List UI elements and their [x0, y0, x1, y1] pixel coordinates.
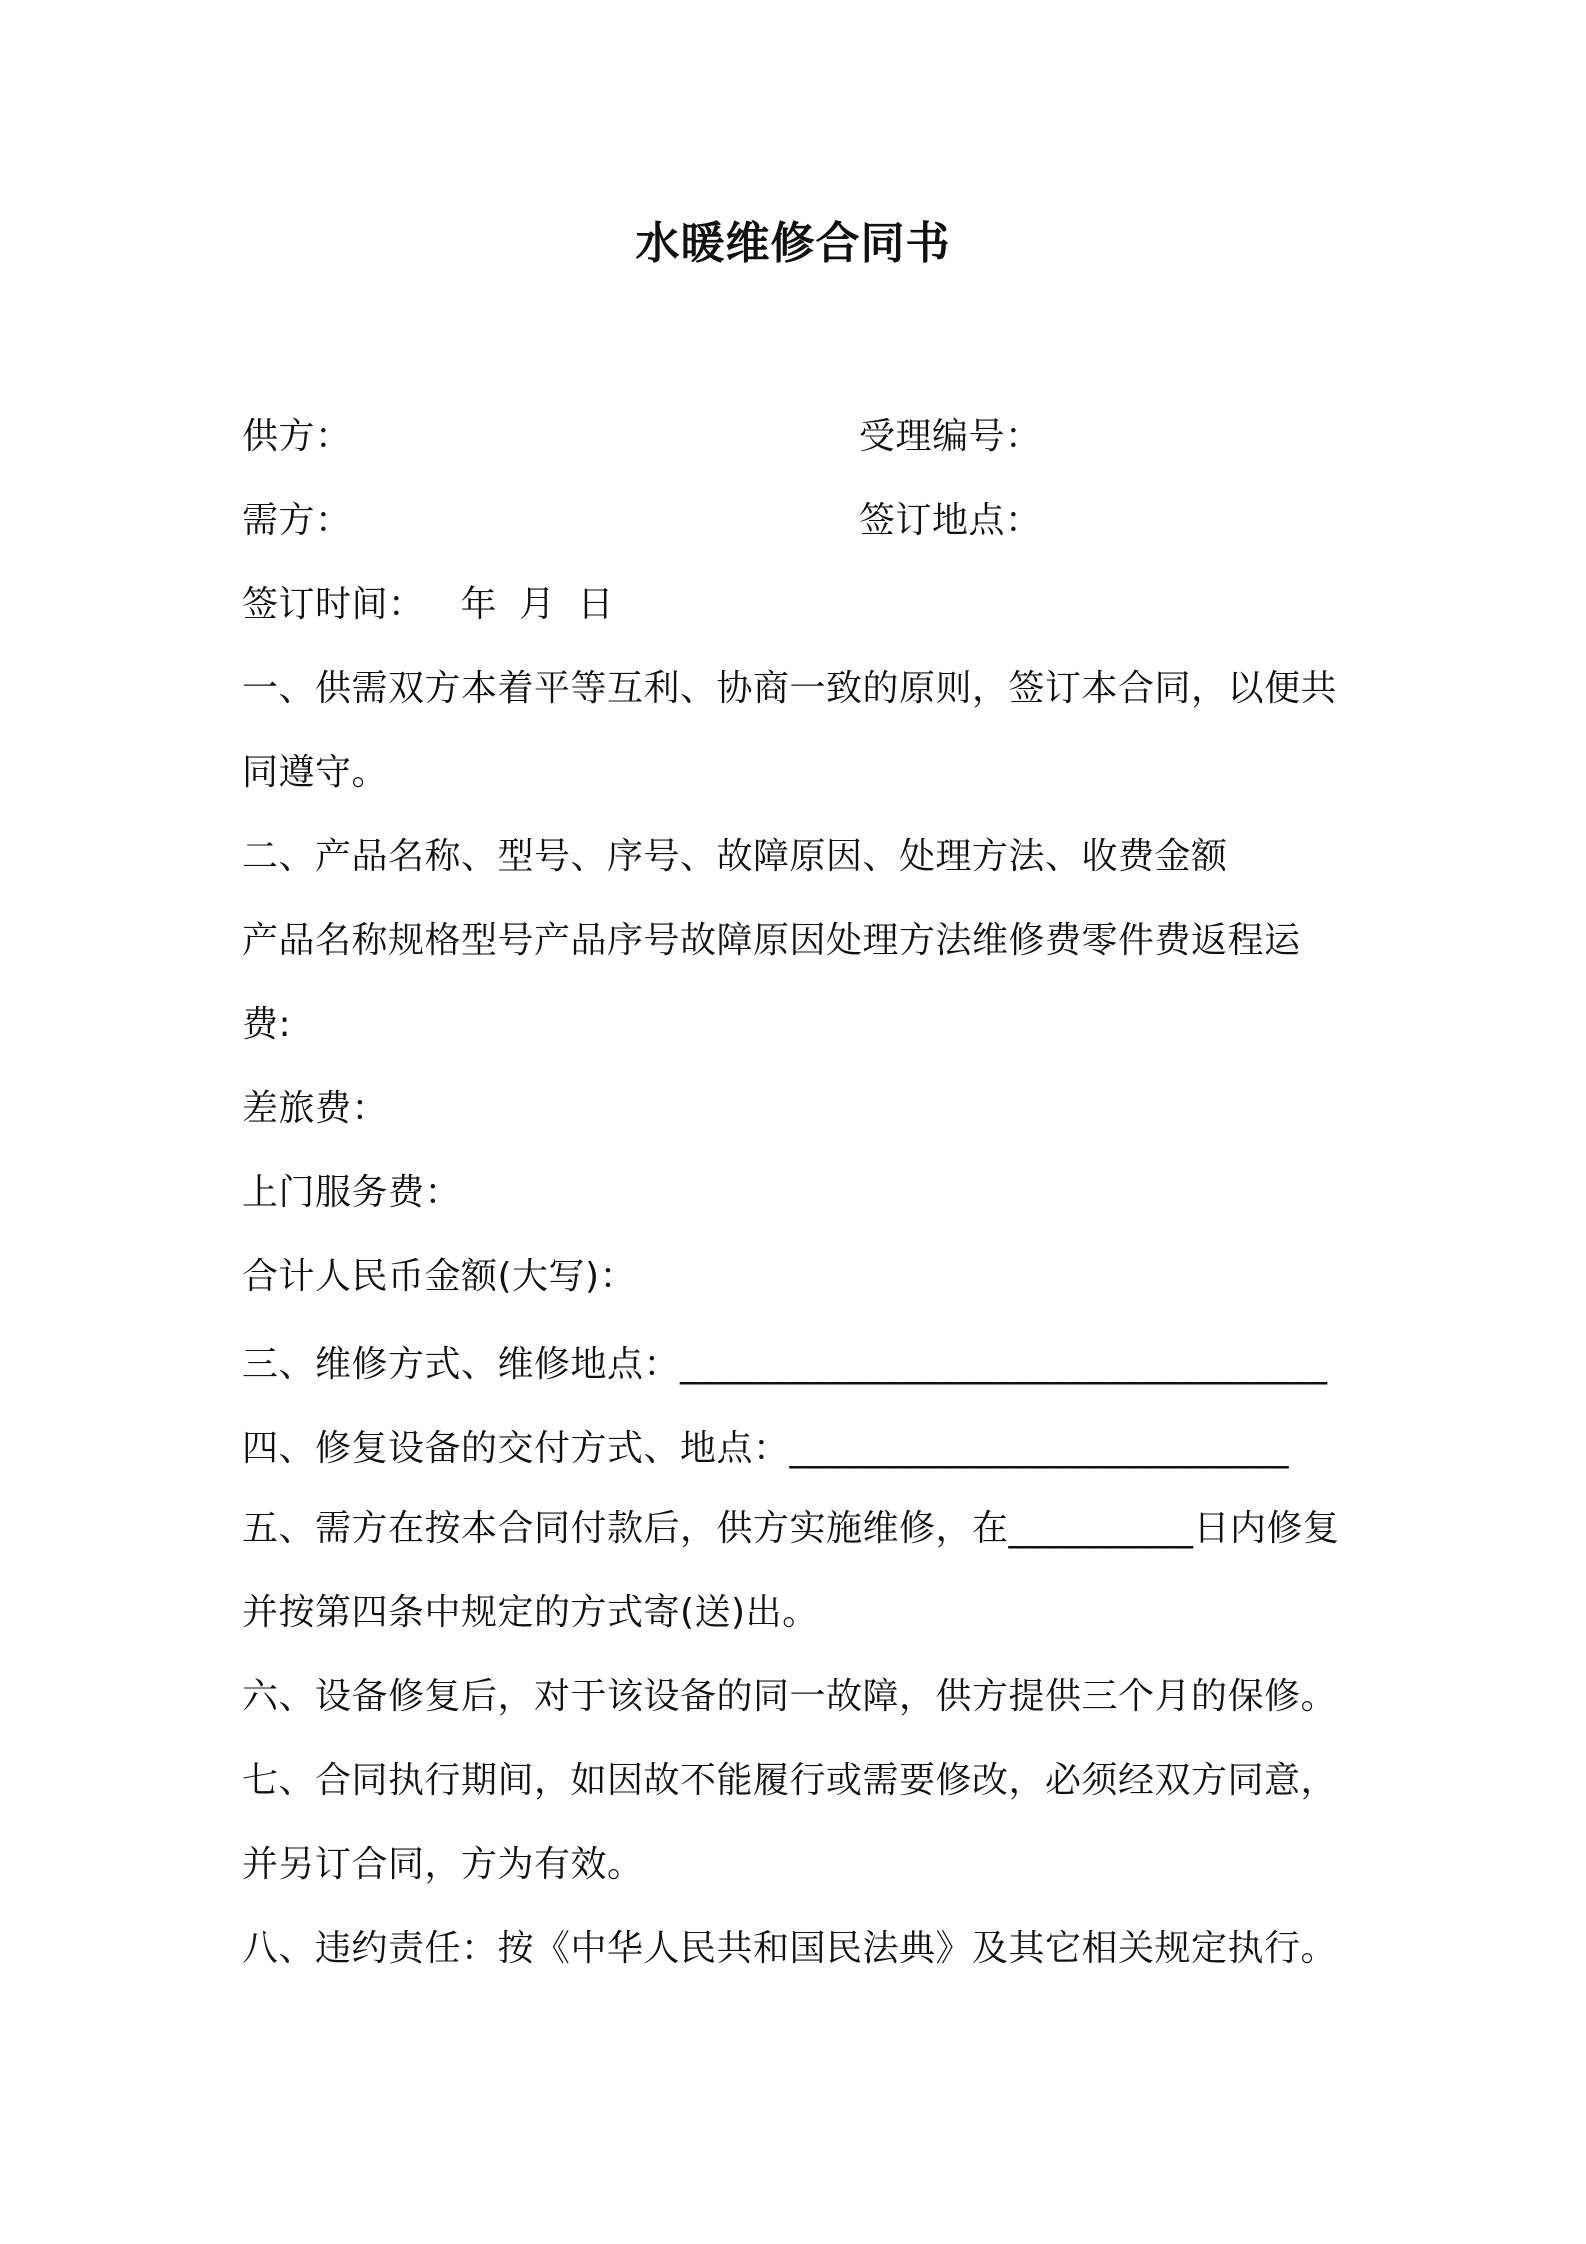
clause-3: 三、维修方式、维修地点：___________________________________	[242, 1344, 1328, 1385]
clause-7-line-1: 七、合同执行期间，如因故不能履行或需要修改，必须经双方同意，	[242, 1760, 1338, 1801]
supplier-label: 供方：	[242, 416, 352, 457]
document-title: 水暖维修合同书	[635, 218, 951, 269]
clause-2-columns-line-2: 费:	[242, 1004, 292, 1045]
clause-8: 八、违约责任：按《中华人民共和国民法典》及其它相关规定执行。	[242, 1928, 1338, 1969]
sign-place-label: 签订地点：	[859, 500, 1042, 541]
demander-label: 需方：	[242, 500, 352, 541]
sign-time-label: 签订时间：	[242, 584, 425, 625]
clause-5-line-1: 五、需方在按本合同付款后，供方实施维修，在__________日内修复	[242, 1508, 1340, 1549]
day-label: 日	[577, 584, 615, 625]
service-fee-label: 上门服务费：	[242, 1172, 462, 1213]
total-amount-label: 合计人民币金额(大写)：	[242, 1256, 637, 1297]
clause-6: 六、设备修复后，对于该设备的同一故障，供方提供三个月的保修。	[242, 1676, 1338, 1717]
clause-1-line-2: 同遵守。	[242, 752, 389, 793]
year-label: 年	[460, 584, 498, 625]
travel-fee-label: 差旅费：	[242, 1088, 389, 1129]
clause-2-heading: 二、产品名称、型号、序号、故障原因、处理方法、收费金额	[242, 836, 1228, 877]
clause-1-line-1: 一、供需双方本着平等互利、协商一致的原则，签订本合同，以便共	[242, 668, 1338, 709]
clause-2-columns-line-1: 产品名称规格型号产品序号故障原因处理方法维修费零件费返程运	[242, 920, 1301, 961]
demander-row	[242, 496, 1042, 546]
month-label: 月	[519, 584, 556, 625]
clause-5-line-2: 并按第四条中规定的方式寄(送)出。	[242, 1592, 819, 1633]
sign-time-row	[242, 580, 614, 630]
clause-4: 四、修复设备的交付方式、地点：___________________________	[242, 1428, 1290, 1469]
acceptance-no-label: 受理编号：	[859, 416, 1042, 457]
clause-7-line-2: 并另订合同，方为有效。	[242, 1844, 644, 1885]
supplier-row	[242, 412, 1042, 462]
